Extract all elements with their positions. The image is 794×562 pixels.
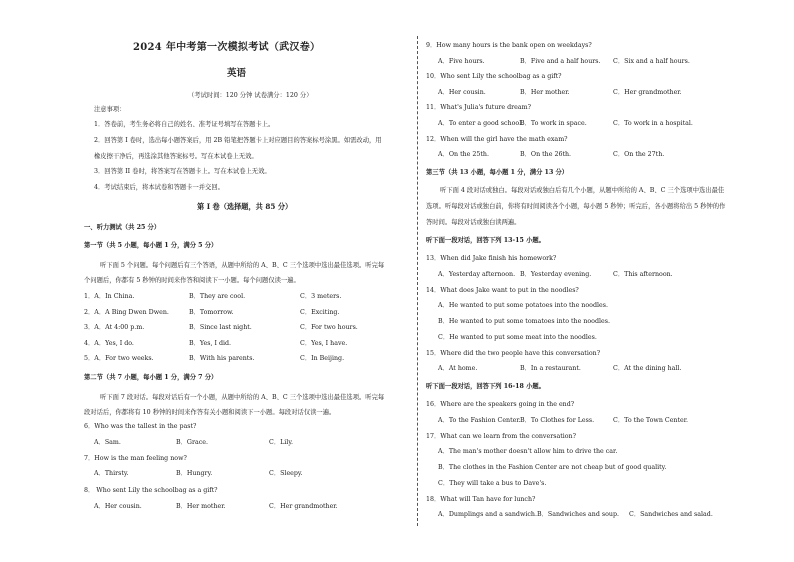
option-a: A．Her cousin.: [438, 89, 486, 96]
question-text: 16．Where are the speakers going in the end?: [426, 401, 575, 408]
option-c: C．To work in a hospital.: [613, 120, 693, 127]
note-item: 4．考试结束后，将本试卷和答题卡一并交回。: [94, 184, 224, 191]
option-a: A．Dumplings and a sandwich.: [438, 511, 537, 518]
option-b: B．They are cool.: [189, 293, 246, 300]
option-c: C．Sandwiches and salad.: [629, 511, 713, 518]
option-b: B．On the 26th.: [520, 151, 572, 158]
question-text: 14．What does Jake want to put in the noodles?: [426, 287, 579, 294]
option-a: A．He wanted to put some potatoes into the noodles.: [438, 302, 608, 309]
option-b: B．Since last night.: [189, 324, 252, 331]
option-b: B．With his parents.: [189, 355, 255, 362]
option-a: A．The man's mother doesn't allow him to drive the car.: [438, 448, 618, 455]
option-c: C．This afternoon.: [613, 271, 673, 278]
instruction-text: 个问题后，你都有 5 秒钟的时间来作答和阅读下一小题。每个问题仅读一遍。: [84, 277, 300, 284]
section-title: 一、听力测试（共 25 分）: [84, 224, 161, 231]
instruction-text: 听下面 4 段对话或独白。每段对话或独白后有几个小题，从题中所给的 A、B、C 三个选项中选出最佳: [440, 187, 725, 194]
question-text: 12．When will the girl have the math exam?: [426, 136, 568, 143]
subsection-title: 第三节（共 13 小题，每小题 1 分，满分 13 分）: [426, 169, 569, 176]
question-text: 10．Who sent Lily the schoolbag as a gift?: [426, 73, 562, 80]
option-c: C．To the Town Center.: [613, 417, 689, 424]
option-c: C．Sleepy.: [269, 470, 303, 477]
option-c: C．3 meters.: [300, 293, 342, 300]
option-a: A．Yesterday afternoon.: [438, 271, 516, 278]
instruction-text: 听下面 7 段对话。每段对话后有一个小题，从题中所给的 A、B、C 三个选项中选出最佳选项。听完每: [100, 394, 385, 401]
option-b: B．To work in space.: [520, 120, 587, 127]
question-text: 6．Who was the tallest in the past?: [84, 423, 197, 430]
subsection-title: 第二节（共 7 小题，每小题 1 分，满分 7 分）: [84, 374, 218, 381]
option-a: 1．A．In China.: [84, 293, 135, 300]
option-b: B．The clothes in the Fashion Center are not cheap but of good quality.: [438, 464, 667, 471]
question-text: 7．How is the man feeling now?: [84, 455, 187, 462]
exam-title: 2024 年中考第一次模拟考试（武汉卷）: [133, 42, 321, 53]
option-a: 4．A．Yes, I do.: [84, 340, 134, 347]
option-b: B．Yes, I did.: [189, 340, 232, 347]
column-divider: [417, 36, 418, 526]
option-c: C．At the dining hall.: [613, 365, 682, 372]
option-a: A．Thirsty.: [94, 470, 129, 477]
question-text: 15．Where did the two people have this conversation?: [426, 350, 601, 357]
option-a: A．Five hours.: [438, 58, 485, 65]
dialogue-heading: 听下面一段对话，回答下列 16-18 小题。: [426, 383, 545, 390]
note-item: 3．回答第 II 卷时，将答案写在答题卡上。写在本试卷上无效。: [94, 168, 271, 175]
option-b: B．Sandwiches and soup.: [537, 511, 619, 518]
option-c: C．Her grandmother.: [269, 503, 338, 510]
instruction-text: 选项。听每段对话或独白前，你将有时间阅读各个小题，每小题 5 秒钟；听完后，各小题将给出 5 秒钟的作: [426, 203, 726, 210]
subsection-title: 第一节（共 5 小题，每小题 1 分，满分 5 分）: [84, 242, 218, 249]
option-c: C．For two hours.: [300, 324, 358, 331]
option-a: 3．A．At 4:00 p.m.: [84, 324, 145, 331]
option-b: B．To Clothes for Less.: [520, 417, 595, 424]
subject-title: 英语: [227, 68, 247, 79]
notes-heading: 注意事项：: [94, 106, 126, 113]
question-text: 9．How many hours is the bank open on weekdays?: [426, 42, 592, 49]
instruction-text: 段对话后，你都将有 10 秒钟的时间来作答有关小题和阅读下一小题。每段对话仅读一遍。: [84, 409, 336, 416]
option-c: C．In Beijing.: [300, 355, 345, 362]
option-a: 5．A．For two weeks.: [84, 355, 154, 362]
option-c: C．He wanted to put some meat into the noodles.: [438, 334, 597, 341]
exam-info: （考试时间：120 分钟 试卷满分：120 分）: [188, 92, 313, 99]
option-c: C．Lily.: [269, 439, 294, 446]
question-text: 11．What's Julia's future dream?: [426, 104, 531, 111]
option-c: C．Yes, I have.: [300, 340, 348, 347]
option-c: C．They will take a bus to Dave's.: [438, 480, 547, 487]
option-b: B．Grace.: [176, 439, 208, 446]
option-b: B．He wanted to put some tomatoes into the noodles.: [438, 318, 610, 325]
option-a: A．Her cousin.: [94, 503, 142, 510]
option-a: A．At home.: [438, 365, 478, 372]
note-item: 1．答卷前，考生务必将自己的姓名、准考证号填写在答题卡上。: [94, 121, 275, 128]
part1-title: 第 I 卷（选择题，共 85 分）: [197, 202, 293, 211]
option-b: B．In a restaurant.: [520, 365, 581, 372]
option-b: B．Her mother.: [176, 503, 226, 510]
option-b: B．Yesterday evening.: [520, 271, 592, 278]
instruction-text: 听下面 5 个问题。每个问题后有三个答语，从题中所给的 A、B、C 三个选项中选出最佳选项。听完每: [100, 262, 385, 269]
dialogue-heading: 听下面一段对话，回答下列 13-15 小题。: [426, 237, 545, 244]
note-item: 橡皮擦干净后，再选涂其他答案标号。写在本试卷上无效。: [94, 153, 258, 160]
question-text: 18．What will Tan have for lunch?: [426, 496, 536, 503]
option-a: A．To the Fashion Center.: [438, 417, 521, 424]
option-c: C．Exciting.: [300, 309, 340, 316]
option-b: B．Five and a half hours.: [520, 58, 601, 65]
option-a: A．On the 25th.: [438, 151, 489, 158]
option-a: A．Sam.: [94, 439, 121, 446]
option-c: C．On the 27th.: [613, 151, 665, 158]
option-b: B．Her mother.: [520, 89, 570, 96]
option-c: C．Her grandmother.: [613, 89, 682, 96]
option-a: 2．A．A Bing Dwen Dwen.: [84, 309, 169, 316]
question-text: 8． Who sent Lily the schoolbag as a gift?: [84, 487, 218, 494]
option-b: B．Hungry.: [176, 470, 213, 477]
question-text: 13．When did Jake finish his homework?: [426, 255, 557, 262]
option-a: A．To enter a good school.: [438, 120, 524, 127]
instruction-text: 答时间。每段对话或独白读两遍。: [426, 219, 521, 226]
note-item: 2．回答第 I 卷时，选出每小题答案后，用 2B 铅笔把答题卡上对应题目的答案标号涂黑。如需改动，用: [94, 137, 382, 144]
option-b: B．Tomorrow.: [189, 309, 234, 316]
option-c: C．Six and a half hours.: [613, 58, 690, 65]
question-text: 17．What can we learn from the conversation?: [426, 433, 576, 440]
